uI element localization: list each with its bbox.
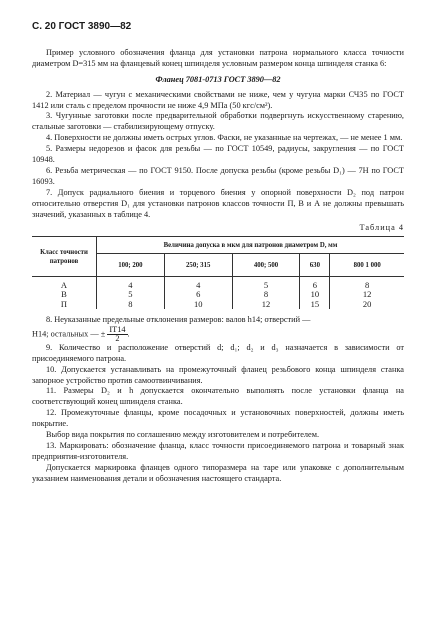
tolerance-table: [32, 236, 404, 309]
value-cell: 10: [164, 299, 232, 309]
value-cell: 4: [97, 277, 165, 290]
group-header: Величина допуска в мкм для патронов диаметром D, мм: [97, 237, 405, 254]
item-13: 13. Маркировать: обозначение фланца, класс точности присоединяемого патрона и товарный знак предприятия-изготовителя.: [32, 440, 404, 461]
item-4: 4. Поверхности не должны иметь острых углов. Фаски, не указанные на чертежах, — не менее 1 мм.: [46, 133, 403, 143]
item-3: 3. Чугунные заготовки после предварительной обработки подвергнуть искусственному старению, стальные заготовки — стабилизирующему отпуску.: [32, 111, 404, 132]
value-cell: 12: [232, 299, 300, 309]
fraction-denominator: 2: [115, 333, 120, 343]
value-cell: 10: [300, 290, 330, 300]
table-caption: Таблица 4: [359, 222, 404, 232]
size-header: 630: [300, 254, 330, 277]
table-row: [32, 290, 404, 300]
table-row: [32, 299, 404, 309]
value-cell: 8: [330, 277, 404, 290]
item-8-text: Н14; остальных — ±: [32, 329, 106, 339]
example-designation: Фланец 7081-0713 ГОСТ 3890—82: [155, 74, 281, 84]
value-cell: 8: [232, 290, 300, 300]
fraction-numerator: IT14: [109, 324, 126, 334]
value-cell: 5: [97, 290, 165, 300]
value-cell: 6: [300, 277, 330, 290]
item-8-line-2: Н14; остальных — ± $\frac{IT14}{2}$ .: [32, 324, 130, 343]
class-cell: А: [60, 279, 68, 290]
item-5: 5. Размеры недорезов и фасок для резьбы — по ГОСТ 10549, радиусы, закругления — по ГОСТ 10948.: [32, 144, 404, 165]
value-cell: 12: [330, 290, 404, 300]
value-cell: 20: [330, 299, 404, 309]
value-cell: 15: [300, 299, 330, 309]
value-cell: 4: [164, 277, 232, 290]
item-12: 12. Промежуточные фланцы, кроме посадочных и установочных поверхностей, должны иметь покрытие.: [32, 408, 404, 429]
item-13-note: Допускается маркировка фланцев одного типоразмера на таре или упаковке с дополнительным указанием наименования детали и обозначения настоящего стандарта.: [32, 462, 404, 483]
tolerance-fraction: [107, 326, 127, 343]
item-7: 7. Допуск радиального биения и торцевого биения у опорной поверхности D₂ под патрон относительно отверстия D₁ для установки патронов классов точности П, В и А не должны превышать значений, указанных в таблице 4.: [32, 187, 404, 219]
class-cell: П: [60, 298, 68, 309]
item-9: 9. Количество и расположение отверстий d; d₁; d₂ и d₃ назначается в зависимости от присоединяемого патрона.: [32, 342, 404, 363]
item-12-note: Выбор вида покрытия по соглашению между изготовителем и потребителем.: [46, 430, 320, 440]
table-row: [32, 277, 404, 290]
item-10: 10. Допускается устанавливать на промежуточный фланец резьбового конца шпинделя станка запорное устройство против самоотвинчивания.: [32, 364, 404, 385]
size-header: 250; 315: [164, 254, 232, 277]
value-cell: 8: [97, 299, 165, 309]
size-header: 400; 500: [232, 254, 300, 277]
item-2: 2. Материал — чугун с механическими свойствами не ниже, чем у чугуна марки СЧ35 по ГОСТ 1412 или сталь с пределом прочности не ниже 4,9 МПа (50 кгс/см²).: [32, 89, 404, 110]
value-cell: 5: [232, 277, 300, 290]
col-header-class: Класс точности патронов: [32, 237, 97, 277]
size-header: 100; 200: [97, 254, 165, 277]
page-header: С. 20 ГОСТ 3890—82: [32, 21, 132, 32]
item-6: 6. Резьба метрическая — по ГОСТ 9150. После допуска резьбы (кроме резьбы D₁) — 7Н по ГОСТ 16093.: [32, 165, 404, 186]
item-8-line-1: 8. Неуказанные предельные отклонения размеров: валов h14; отверстий —: [46, 314, 311, 324]
example-intro: Пример условного обозначения фланца для установки патрона нормального класса точности диаметром D=315 мм на фланцевый конец шпинделя условным размером конца шпинделя станка 6:: [32, 47, 404, 68]
item-11: 11. Размеры D₂ и h допускается окончательно выполнять после установки фланца на соответствующий конец шпинделя станка.: [32, 386, 404, 407]
value-cell: 6: [164, 290, 232, 300]
size-header: 800 1 000: [330, 254, 404, 277]
class-cell: В: [61, 289, 67, 300]
